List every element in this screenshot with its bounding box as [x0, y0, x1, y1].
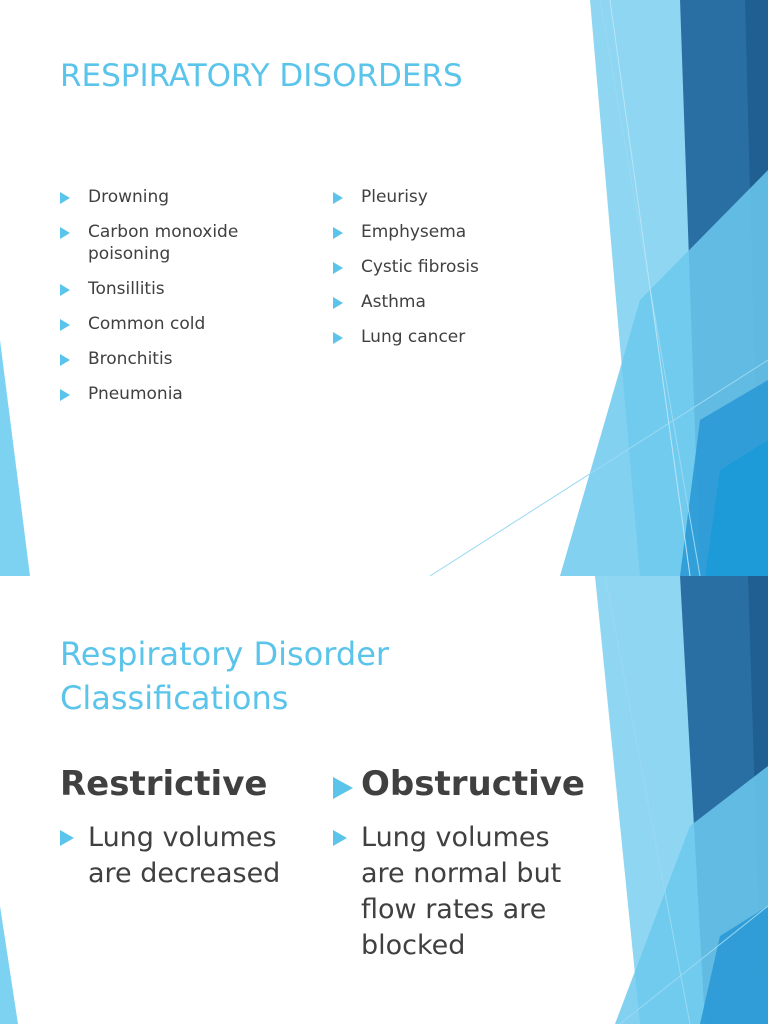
- list-item-label: Common cold: [88, 314, 206, 334]
- list-item: [333, 221, 583, 243]
- slide-title: RESPIRATORY DISORDERS: [60, 58, 463, 94]
- disorder-list-right: [333, 186, 583, 361]
- bullet-triangle-icon: [60, 227, 70, 239]
- list-item-label: Pleurisy: [361, 187, 428, 207]
- bullet-triangle-icon: [333, 297, 343, 309]
- bullet-triangle-icon: [333, 192, 343, 204]
- list-item: [60, 186, 310, 208]
- list-item: [60, 348, 310, 370]
- bullet-triangle-icon: [333, 227, 343, 239]
- list-item-label: Emphysema: [361, 222, 467, 242]
- list-item: [60, 221, 310, 265]
- bullet-triangle-icon: [60, 389, 70, 401]
- list-item-label: Carbon monoxide poisoning: [88, 222, 239, 264]
- list-item: [60, 278, 310, 300]
- list-item-label: Drowning: [88, 187, 170, 207]
- obstructive-description: Lung volumes are normal but flow rates are blocked: [361, 822, 562, 961]
- slide-disorder-classifications: [0, 576, 768, 1024]
- restrictive-heading: Restrictive: [60, 764, 268, 804]
- disorder-list-left: [60, 186, 310, 418]
- bullet-triangle-icon: [60, 284, 70, 296]
- bullet-triangle-icon: [60, 319, 70, 331]
- restrictive-description: Lung volumes are decreased: [88, 822, 281, 889]
- list-item: [60, 820, 290, 892]
- bullet-triangle-icon: [333, 262, 343, 274]
- list-item: [333, 326, 583, 348]
- list-item-label: Cystic fibrosis: [361, 257, 479, 277]
- bullet-triangle-icon: [333, 777, 353, 799]
- bullet-triangle-icon: [333, 332, 343, 344]
- list-item-label: Pneumonia: [88, 384, 183, 404]
- bullet-triangle-icon: [60, 830, 74, 846]
- obstructive-bullet-list: [333, 820, 563, 964]
- list-item-label: Tonsillitis: [88, 279, 165, 299]
- restrictive-bullet-list: [60, 820, 290, 892]
- bullet-triangle-icon: [60, 354, 70, 366]
- list-item-label: Asthma: [361, 292, 426, 312]
- list-item: [333, 256, 583, 278]
- slide-title: Respiratory Disorder Classifications: [60, 635, 390, 717]
- list-item: [333, 820, 563, 964]
- list-item: [60, 383, 310, 405]
- list-item-label: Lung cancer: [361, 327, 466, 347]
- list-item: [333, 186, 583, 208]
- bullet-triangle-icon: [333, 830, 347, 846]
- list-item-label: Bronchitis: [88, 349, 173, 369]
- bullet-triangle-icon: [60, 192, 70, 204]
- list-item: [333, 291, 583, 313]
- list-item: [60, 313, 310, 335]
- obstructive-heading: Obstructive: [361, 764, 585, 804]
